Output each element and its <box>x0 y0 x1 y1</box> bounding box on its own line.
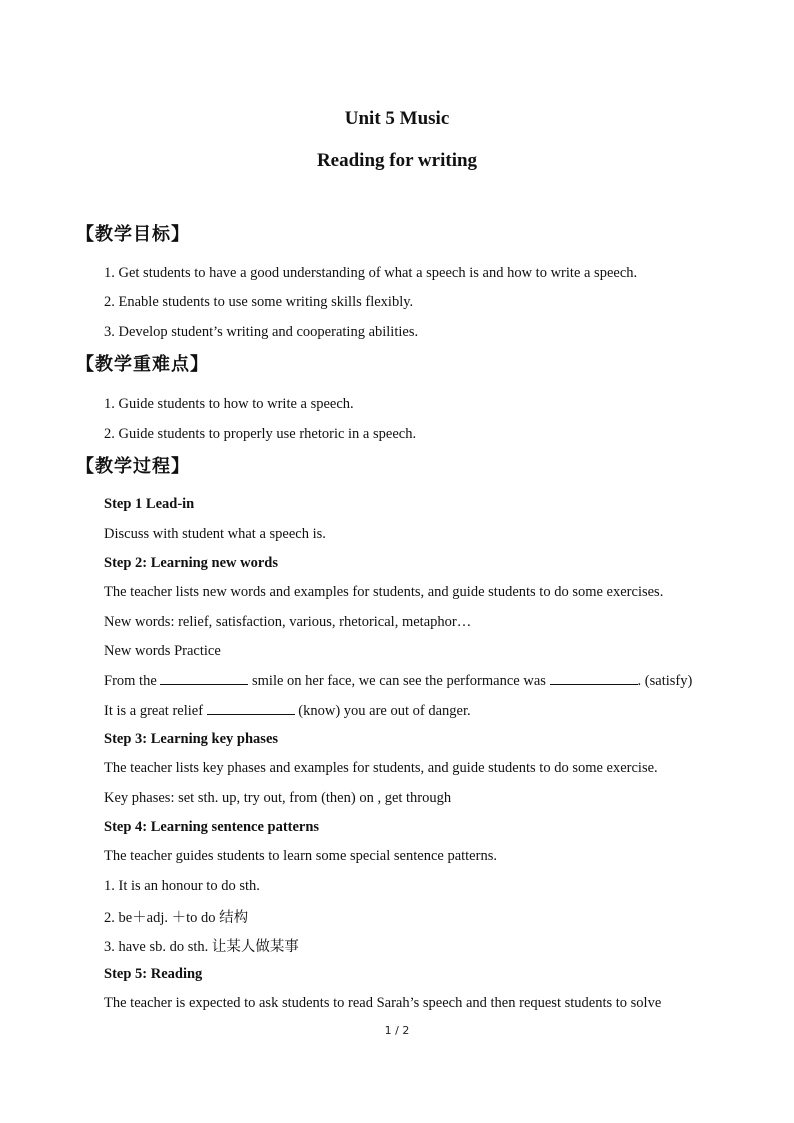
objective-item: 3. Develop student’s writing and cooperating abilities. <box>104 324 419 340</box>
step2-text: The teacher lists new words and examples for students, and guide students to do some exercises. <box>104 584 664 600</box>
sentence-pattern-item: 1. It is an honour to do sth. <box>104 878 260 894</box>
exercise-line-1 <box>104 672 692 690</box>
key-points-heading: 【教学重难点】 <box>76 354 209 375</box>
key-point-item: 1. Guide students to how to write a speech. <box>104 396 354 412</box>
step1-title: Step 1 Lead-in <box>104 496 195 512</box>
step2-practice-label: New words Practice <box>104 643 221 659</box>
answer-blank <box>207 702 295 715</box>
exercise-1-text-c: . (satisfy) <box>637 673 693 689</box>
step4-title: Step 4: Learning sentence patterns <box>104 819 320 835</box>
key-point-item: 2. Guide students to properly use rhetoric in a speech. <box>104 426 417 442</box>
exercise-line-2 <box>104 702 471 720</box>
step3-text: The teacher lists key phases and examples for students, and guide students to do some exercise. <box>104 760 658 776</box>
step1-text: Discuss with student what a speech is. <box>104 526 326 542</box>
step3-key-phrases: Key phases: set sth. up, try out, from (then) on , get through <box>104 790 452 806</box>
exercise-2-text-a: It is a great relief <box>104 703 207 719</box>
document-subtitle: Reading for writing <box>316 150 478 171</box>
step5-text: The teacher is expected to ask students to read Sarah’s speech and then request students to solve <box>104 995 662 1011</box>
page-number: 1 / 2 <box>384 1024 410 1037</box>
sentence-pattern-item: 2. be＋adj. ＋to do 结构 <box>104 910 249 926</box>
exercise-1-text-b: smile on her face, we can see the performance was <box>248 673 550 689</box>
step2-title: Step 2: Learning new words <box>104 555 279 571</box>
answer-blank <box>160 672 248 685</box>
step2-new-words: New words: relief, satisfaction, various, rhetorical, metaphor… <box>104 614 472 630</box>
objective-item: 1. Get students to have a good understanding of what a speech is and how to write a speech. <box>104 265 638 281</box>
exercise-2-text-b: (know) you are out of danger. <box>294 703 471 719</box>
step4-text: The teacher guides students to learn some special sentence patterns. <box>104 848 497 864</box>
objective-item: 2. Enable students to use some writing skills flexibly. <box>104 294 414 310</box>
answer-blank <box>550 672 638 685</box>
exercise-1-text-a: From the <box>104 673 161 689</box>
step3-title: Step 3: Learning key phases <box>104 731 279 747</box>
document-title: Unit 5 Music <box>344 108 450 129</box>
sentence-pattern-item: 3. have sb. do sth. 让某人做某事 <box>104 939 299 955</box>
objectives-heading: 【教学目标】 <box>76 224 190 245</box>
process-heading: 【教学过程】 <box>76 456 190 477</box>
step5-title: Step 5: Reading <box>104 966 203 982</box>
